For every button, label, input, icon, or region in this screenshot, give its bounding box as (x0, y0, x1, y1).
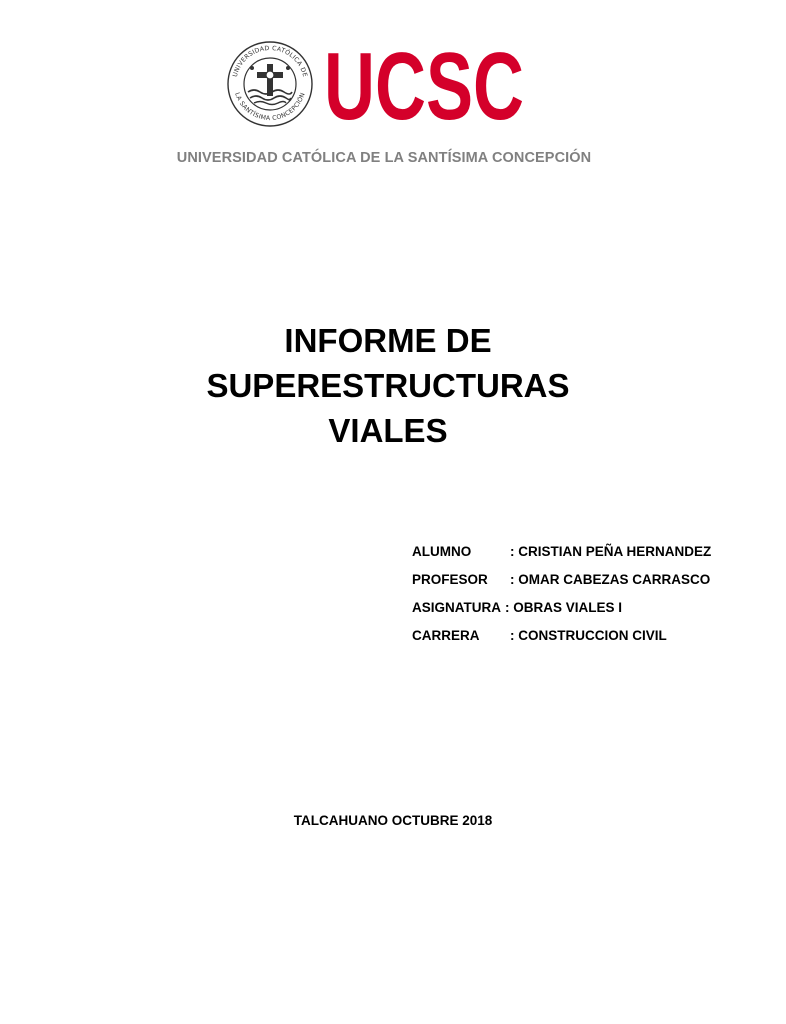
title-line: INFORME DE (284, 322, 492, 359)
detail-row-asignatura (412, 600, 711, 628)
detail-value: : CONSTRUCCION CIVIL (510, 628, 667, 643)
svg-text:LA SANTÍSIMA CONCEPCIÓN: LA SANTÍSIMA CONCEPCIÓN (233, 91, 307, 123)
report-details (412, 544, 711, 656)
detail-row-carrera (412, 628, 711, 656)
svg-text:UNIVERSIDAD CATÓLICA DE: UNIVERSIDAD CATÓLICA DE (231, 44, 309, 78)
university-seal-icon (226, 40, 314, 128)
ucsc-wordmark (322, 33, 526, 140)
title-line: VIALES (328, 412, 448, 449)
detail-label: CARRERA (412, 628, 480, 643)
university-name: UNIVERSIDAD CATÓLICA DE LA SANTÍSIMA CONCEPCIÓN (176, 150, 592, 166)
title-line: SUPERESTRUCTURAS (206, 367, 570, 404)
detail-value: : CRISTIAN PEÑA HERNANDEZ (510, 544, 712, 559)
detail-row-alumno (412, 544, 711, 572)
place-and-date: TALCAHUANO OCTUBRE 2018 (293, 813, 493, 828)
report-title (0, 318, 776, 453)
detail-label: ALUMNO (412, 544, 472, 559)
university-logo (226, 33, 526, 140)
detail-value: : OBRAS VIALES I (505, 600, 623, 615)
detail-label: PROFESOR (412, 572, 488, 587)
detail-value: : OMAR CABEZAS CARRASCO (510, 572, 711, 587)
detail-label: ASIGNATURA (412, 600, 501, 615)
svg-text:UCSC: UCSC (324, 33, 524, 140)
detail-row-profesor (412, 572, 711, 600)
